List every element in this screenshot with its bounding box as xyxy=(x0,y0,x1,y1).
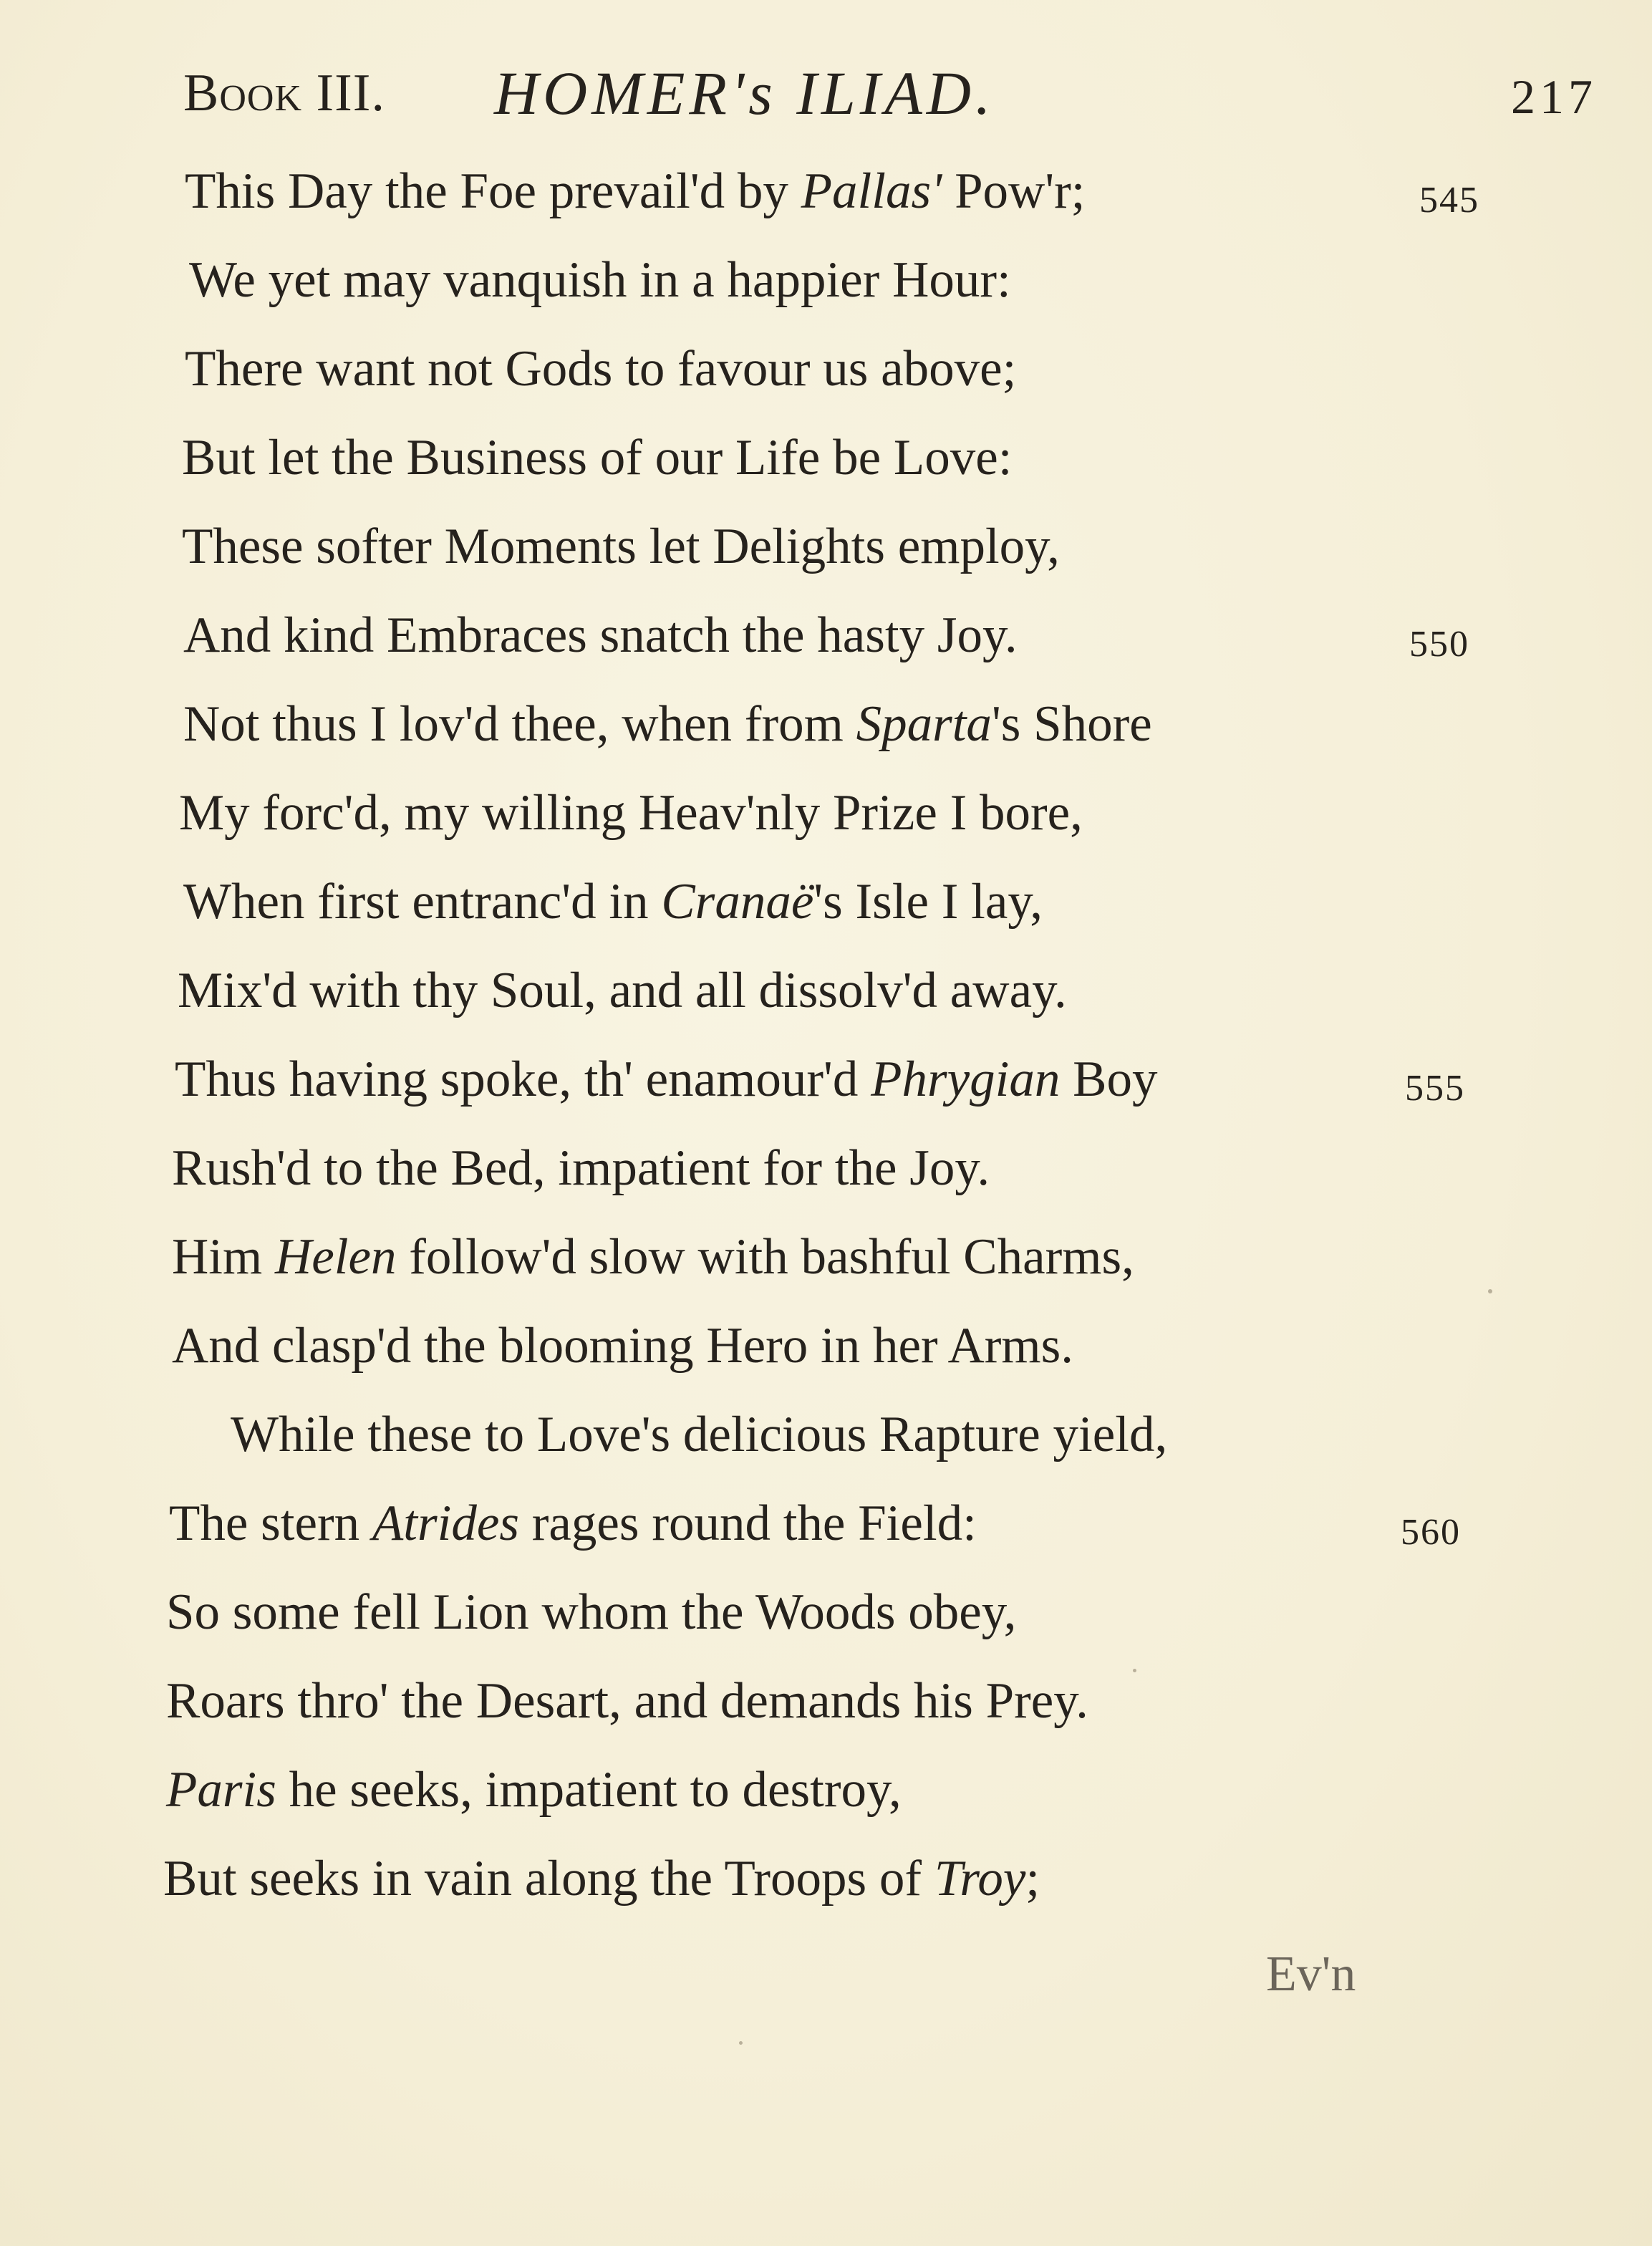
verse-text: follow'd slow with bashful Charms, xyxy=(396,1229,1134,1285)
line-number: 560 xyxy=(1401,1512,1461,1553)
book-title: HOMER's ILIAD. xyxy=(494,59,995,127)
page-number: 217 xyxy=(1511,69,1597,124)
verse-line xyxy=(172,1140,990,1196)
verse-text: rages round the Field: xyxy=(519,1495,977,1551)
italic-name: Sparta xyxy=(856,696,992,752)
verse-line xyxy=(166,1584,1017,1640)
verse-text: ; xyxy=(1025,1851,1040,1907)
verse-line xyxy=(166,1762,902,1818)
verse-text: When first entranc'd in xyxy=(183,874,662,930)
verse-text: So some fell Lion whom the Woods obey, xyxy=(166,1584,1017,1640)
verse-text: Boy xyxy=(1060,1051,1158,1107)
verse-text: Him xyxy=(172,1229,275,1285)
paper-speck xyxy=(1488,1289,1492,1293)
book-label: Book III. xyxy=(183,64,385,122)
italic-name: Helen xyxy=(274,1229,397,1285)
verse-line xyxy=(179,785,1083,841)
verse-text: We yet may vanquish in a happier Hour: xyxy=(189,252,1011,308)
verse-text: But let the Business of our Life be Love: xyxy=(182,430,1013,486)
verse-line xyxy=(183,607,1018,663)
verse-text: Thus having spoke, th' enamour'd xyxy=(175,1051,871,1107)
line-number: 545 xyxy=(1419,180,1479,221)
verse-line xyxy=(183,696,1152,752)
verse-line xyxy=(185,163,1086,219)
paper-speck xyxy=(1133,1669,1136,1672)
verse-text: 's Shore xyxy=(991,696,1152,752)
verse-line xyxy=(163,1851,1040,1907)
verse-text: Not thus I lov'd thee, when from xyxy=(183,696,856,752)
italic-name: Phrygian xyxy=(871,1051,1061,1107)
verse-text: he seeks, impatient to destroy, xyxy=(276,1762,902,1818)
verse-text: Mix'd with thy Soul, and all dissolv'd away. xyxy=(178,963,1067,1018)
verse-text: But seeks in vain along the Troops of xyxy=(163,1851,934,1907)
verse-text: There want not Gods to favour us above; xyxy=(185,341,1017,397)
verse-text: My forc'd, my willing Heav'nly Prize I bore, xyxy=(179,785,1083,841)
paper-speck xyxy=(739,2041,743,2045)
verse-line xyxy=(231,1409,1167,1460)
verse-text: This Day the Foe prevail'd by xyxy=(185,163,801,219)
verse-text: These softer Moments let Delights employ, xyxy=(182,519,1060,574)
verse-text: And clasp'd the blooming Hero in her Arms. xyxy=(172,1318,1074,1374)
verse-text: While these to Love's delicious Rapture yield, xyxy=(231,1407,1168,1462)
verse-line xyxy=(172,1318,1074,1374)
verse-text: Rush'd to the Bed, impatient for the Joy. xyxy=(172,1140,990,1196)
catchword: Ev'n xyxy=(1266,1947,1356,2002)
italic-name: Cranaë xyxy=(661,874,814,930)
line-number: 555 xyxy=(1405,1068,1465,1109)
verse-text: And kind Embraces snatch the hasty Joy. xyxy=(183,607,1018,663)
italic-name: Paris xyxy=(166,1762,276,1818)
verse-line xyxy=(189,252,1011,308)
verse-text: Pow'r; xyxy=(942,163,1086,219)
verse-line xyxy=(182,430,1013,486)
verse-line xyxy=(183,874,1043,930)
italic-name: Pallas' xyxy=(801,163,942,219)
verse-line xyxy=(178,965,1067,1016)
verse-line xyxy=(175,1051,1158,1107)
verse-line xyxy=(166,1673,1088,1729)
line-number: 550 xyxy=(1409,624,1469,665)
verse-text: Roars thro' the Desart, and demands his Prey. xyxy=(166,1673,1088,1729)
verse-text: The stern xyxy=(169,1495,372,1551)
verse-text: 's Isle I lay, xyxy=(813,874,1043,930)
italic-name: Atrides xyxy=(372,1495,520,1551)
verse-line xyxy=(185,341,1017,397)
italic-name: Troy xyxy=(934,1851,1026,1907)
verse-line xyxy=(182,521,1060,572)
verse-line xyxy=(172,1229,1134,1285)
verse-line xyxy=(169,1495,977,1551)
